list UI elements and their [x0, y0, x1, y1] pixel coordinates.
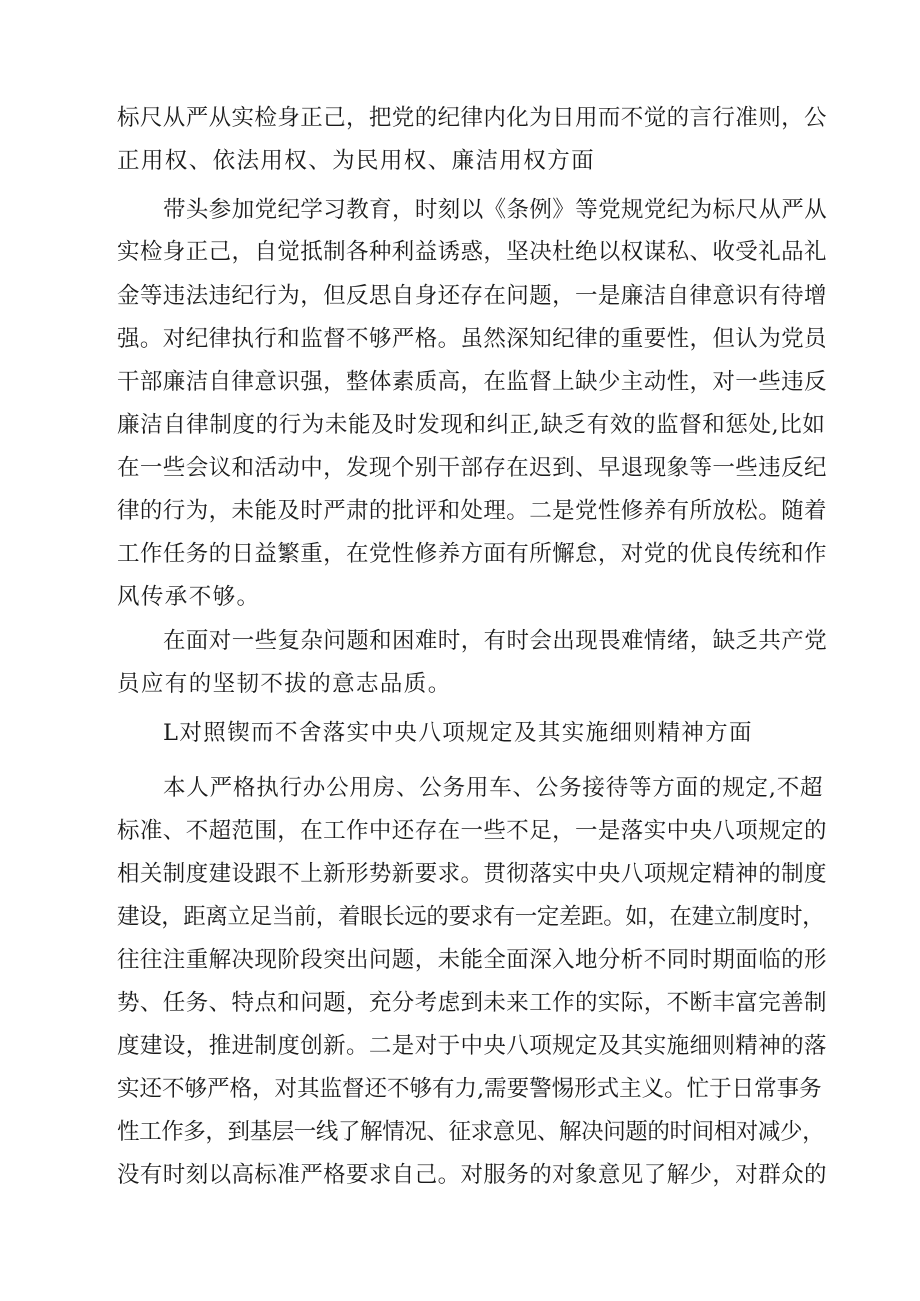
text-line: 在一些会议和活动中，发现个别干部存在迟到、早退现象等一些违反纪: [117, 455, 827, 481]
text-line: 性工作多，到基层一线了解情况、征求意见、解决问题的时间相对减少，: [117, 1119, 825, 1145]
text-line: 廉洁自律制度的行为未能及时发现和纠正,缺乏有效的监督和惩处,比如: [117, 412, 826, 438]
text-line: 势、任务、特点和问题，充分考虑到未来工作的实际，不断丰富完善制: [117, 990, 827, 1016]
text-line: 本人严格执行办公用房、公务用车、公务接待等方面的规定,不超: [163, 775, 824, 801]
text-line: 带头参加党纪学习教育，时刻以《条例》等党规党纪为标尺从严从: [163, 197, 828, 223]
text-line: 往往注重解决现阶段突出问题，未能全面深入地分析不同时期面临的形: [117, 947, 827, 973]
section-heading: L对照锲而不舍落实中央八项规定及其实施细则精神方面: [163, 720, 753, 746]
text-line: 度建设，推进制度创新。二是对于中央八项规定及其实施细则精神的落: [117, 1033, 827, 1059]
text-line: 建设，距离立足当前，着眼长远的要求有一定差距。如，在建立制度时，: [117, 904, 825, 930]
text-line: 正用权、依法用权、为民用权、廉洁用权方面: [117, 148, 596, 174]
text-line: 干部廉洁自律意识强，整体素质高，在监督上缺少主动性，对一些违反: [117, 369, 827, 395]
text-line: 律的行为，未能及时严肃的批评和处理。二是党性修养有所放松。随着: [117, 498, 827, 524]
text-line: 员应有的坚韧不拔的意志品质。: [117, 671, 452, 697]
text-line: 标准、不超范围，在工作中还存在一些不足，一是落实中央八项规定的: [117, 818, 827, 844]
text-line: 风传承不够。: [117, 584, 261, 610]
text-line: 没有时刻以高标准严格要求自己。对服务的对象意见了解少，对群众的: [117, 1162, 827, 1188]
text-line: 实检身正己，自觉抵制各种利益诱惑，坚决杜绝以权谋私、收受礼品礼: [117, 239, 827, 265]
text-line: 强。对纪律执行和监督不够严格。虽然深知纪律的重要性，但认为党员: [117, 326, 827, 352]
text-line: 金等违法违纪行为，但反思自身还存在问题，一是廉洁自律意识有待增: [117, 283, 827, 309]
text-line: 实还不够严格，对其监督还不够有力,需要警惕形式主义。忙于日常事务: [117, 1076, 822, 1102]
text-line: 在面对一些复杂问题和困难时，有时会出现畏难情绪，缺乏共产党: [163, 628, 828, 654]
text-line: 标尺从严从实检身正己，把党的纪律内化为日用而不觉的言行准则，公: [117, 105, 827, 131]
text-line: 工作任务的日益繁重，在党性修养方面有所懈怠，对党的优良传统和作: [117, 541, 827, 567]
text-line: 相关制度建设跟不上新形势新要求。贯彻落实中央八项规定精神的制度: [117, 861, 827, 887]
